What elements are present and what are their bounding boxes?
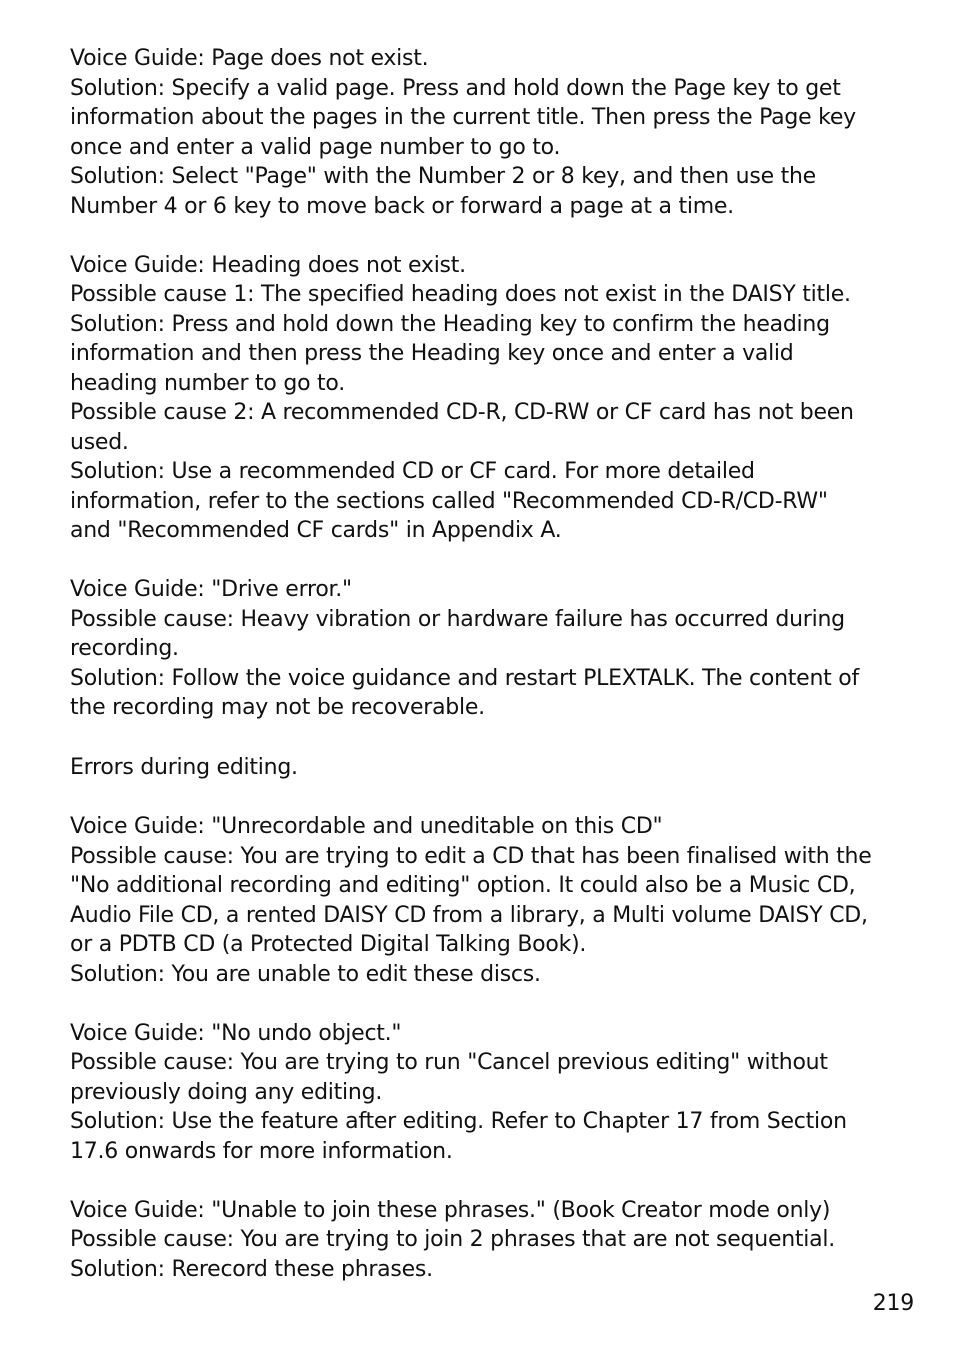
text-line: Possible cause: You are trying to join 2 phrases that are not sequential. [70,1227,835,1252]
text-line: the recording may not be recoverable. [70,695,485,720]
entry-no-undo-object [70,1019,930,1167]
text-line: and "Recommended CF cards" in Appendix A. [70,518,562,543]
text-line: Possible cause: Heavy vibration or hardware failure has occurred during [70,606,845,632]
text-line: information and then press the Heading key once and enter a valid [70,341,794,366]
text-line: Possible cause 1: The specified heading does not exist in the DAISY title. [70,282,851,307]
entry-unable-to-join-phrases [70,1196,930,1285]
page-content [70,44,930,1284]
paragraph-gap [70,783,930,813]
text-line: information, refer to the sections called "Recommended CD-R/CD-RW" [70,488,828,514]
text-line: Solution: Use the feature after editing. Refer to Chapter 17 from Section [70,1109,847,1134]
text-line: recording. [70,636,179,661]
text-line: Solution: Follow the voice guidance and restart PLEXTALK. The content of [70,665,859,691]
text-line: Solution: Specify a valid page. Press and hold down the Page key to get [70,75,841,101]
text-line: Solution: Rerecord these phrases. [70,1256,433,1282]
text-line: Voice Guide: Page does not exist. [70,46,429,71]
text-line: Possible cause 2: A recommended CD-R, CD-RW or CF card has not been [70,400,854,425]
text-line: or a PDTB CD (a Protected Digital Talking Book). [70,932,587,957]
paragraph-gap [70,221,930,251]
text-line: Voice Guide: Heading does not exist. [70,252,466,278]
text-line: 17.6 onwards for more information. [70,1138,453,1164]
text-line: Voice Guide: "Unrecordable and uneditable on this CD" [70,814,663,839]
text-line: Voice Guide: "No undo object." [70,1020,402,1046]
text-line: Possible cause: You are trying to edit a CD that has been finalised with the [70,843,872,869]
paragraph-gap [70,723,930,753]
text-line: Solution: You are unable to edit these discs. [70,961,541,987]
text-line: previously doing any editing. [70,1079,383,1105]
text-line: Voice Guide: "Unable to join these phrases." (Book Creator mode only) [70,1197,831,1223]
text-line: Possible cause: You are trying to run "Cancel previous editing" without [70,1050,828,1075]
text-line: information about the pages in the current title. Then press the Page key [70,105,856,130]
entry-drive-error [70,575,930,723]
text-line: Solution: Press and hold down the Heading key to confirm the heading [70,311,830,337]
text-line: "No additional recording and editing" option. It could also be a Music CD, [70,873,856,898]
section-heading: Errors during editing. [70,755,298,780]
entry-heading-does-not-exist [70,251,930,546]
paragraph-gap [70,1166,930,1196]
text-line: Voice Guide: "Drive error." [70,577,352,602]
text-line: Solution: Select "Page" with the Number 2 or 8 key, and then use the [70,164,816,189]
text-line: Number 4 or 6 key to move back or forward a page at a time. [70,193,734,219]
paragraph-gap [70,546,930,576]
entry-page-does-not-exist [70,44,930,221]
text-line: Solution: Use a recommended CD or CF card. For more detailed [70,459,755,484]
text-line: Audio File CD, a rented DAISY CD from a library, a Multi volume DAISY CD, [70,902,868,928]
text-line: once and enter a valid page number to go to. [70,134,561,160]
text-line: heading number to go to. [70,370,345,396]
paragraph-gap [70,989,930,1019]
page-number: 219 [872,1291,914,1316]
text-line: used. [70,429,129,455]
entry-unrecordable-uneditable [70,812,930,989]
